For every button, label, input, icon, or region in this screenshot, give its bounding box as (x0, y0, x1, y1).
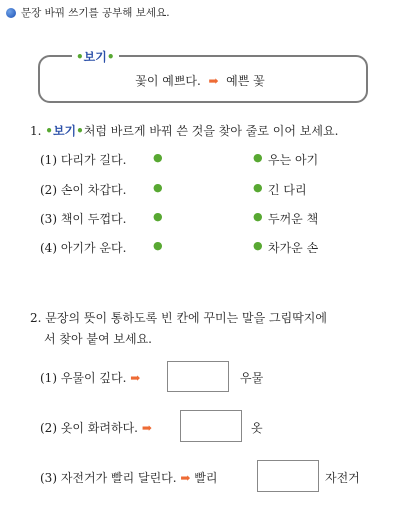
arrow-right-icon: ➡ (141, 421, 152, 435)
bullet-dot-icon: • (76, 50, 84, 64)
q2-item-after: 옷 (251, 421, 263, 435)
example-label-text: 보기 (83, 50, 107, 64)
answer-box-1[interactable] (167, 361, 229, 392)
example-left: 꽃이 예쁘다. (135, 74, 201, 88)
q2-item-after: 우물 (240, 371, 264, 385)
bullet-dot-icon: • (106, 50, 115, 64)
answer-box-3[interactable] (257, 460, 319, 492)
match-dot-left[interactable]: ● (153, 151, 163, 164)
q2-item-after: 자전거 (325, 471, 360, 485)
example-right: 예쁜 꽃 (226, 74, 265, 88)
q1-bogi: •보기• (45, 124, 84, 138)
match-dot-right[interactable]: ● (253, 210, 263, 223)
match-dot-right[interactable]: ● (253, 151, 263, 164)
q2-item-text: (3) 자전거가 빨리 달린다. ➡ 빨리 (40, 471, 218, 485)
q2-instruction-line2: 서 찾아 붙여 보세요. (44, 332, 152, 346)
q1-number: 1. (30, 124, 42, 138)
q1-left-item: (3) 책이 두껍다. (40, 212, 127, 226)
page-header (6, 5, 170, 20)
match-dot-left[interactable]: ● (153, 239, 163, 252)
match-dot-right[interactable]: ● (253, 181, 263, 194)
q1-instruction (30, 122, 338, 139)
match-dot-right[interactable]: ● (253, 239, 263, 252)
match-dot-left[interactable]: ● (153, 210, 163, 223)
arrow-right-icon: ➡ (180, 471, 191, 485)
q1-left-item: (2) 손이 차갑다. (40, 183, 127, 197)
arrow-right-icon: ➡ (130, 371, 141, 385)
arrow-right-icon: ➡ (208, 74, 219, 88)
match-dot-left[interactable]: ● (153, 181, 163, 194)
q1-right-item: 두꺼운 책 (268, 212, 319, 226)
q1-instruction-text: 처럼 바르게 바꿔 쓴 것을 찾아 줄로 이어 보세요. (83, 124, 339, 138)
q1-left-item: (4) 아기가 운다. (40, 241, 127, 255)
q1-left-item: (1) 다리가 길다. (40, 153, 127, 167)
q2-item-text: (2) 옷이 화려하다. ➡ (40, 421, 152, 435)
answer-box-2[interactable] (180, 410, 242, 442)
example-content (0, 72, 400, 89)
bullet-icon (6, 8, 16, 18)
example-label (72, 48, 119, 65)
q1-right-item: 차가운 손 (268, 241, 319, 255)
q2-item-text: (1) 우물이 깊다. ➡ (40, 371, 141, 385)
header-text: 문장 바꿔 쓰기를 공부해 보세요. (21, 7, 170, 19)
q1-right-item: 우는 아기 (268, 153, 319, 167)
q2-instruction-line1: 2. 문장의 뜻이 통하도록 빈 칸에 꾸미는 말을 그림딱지에 (30, 311, 327, 325)
q1-right-item: 긴 다리 (268, 183, 307, 197)
